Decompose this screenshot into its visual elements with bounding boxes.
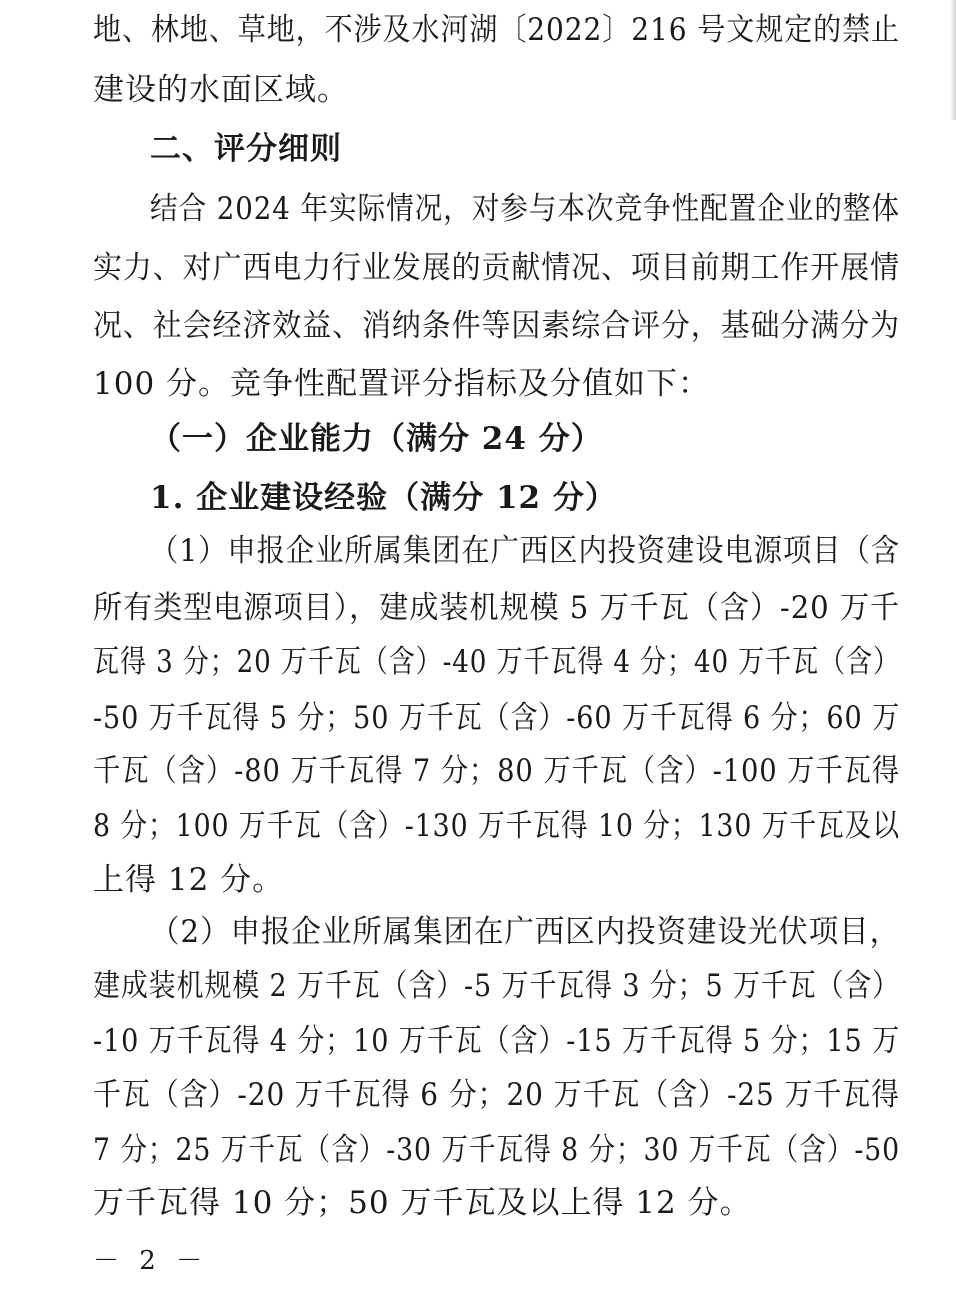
body-text-line: 实力、对广西电力行业发展的贡献情况、项目前期工作开展情 (93, 250, 900, 286)
body-text-line: （2）申报企业所属集团在广西区内投资建设光伏项目， (150, 914, 901, 950)
body-text-line: 况、社会经济效益、消纳条件等因素综合评分，基础分满分为 (93, 308, 900, 344)
body-text-line: 建设的水面区域。 (93, 72, 349, 108)
body-text-line: 千瓦（含）-80 万千瓦得 7 分；80 万千瓦（含）-100 万千瓦得 (93, 753, 901, 789)
scan-edge-shadow (950, 0, 956, 120)
body-text-line: 100 分。竞争性配置评分指标及分值如下： (93, 366, 711, 402)
body-text-line: 结合 2024 年实际情况，对参与本次竞争性配置企业的整体 (150, 191, 900, 227)
item-heading: 1. 企业建设经验（满分 12 分） (150, 480, 617, 516)
body-text-line: 地、林地、草地，不涉及水河湖〔2022〕216 号文规定的禁止 (93, 12, 901, 48)
body-text-line: 上得 12 分。 (93, 862, 285, 898)
body-text-line: 建成装机规模 2 万千瓦（含）-5 万千瓦得 3 分；5 万千瓦（含） (93, 968, 901, 1004)
body-text-line: 所有类型电源项目），建成装机规模 5 万千瓦（含）-20 万千 (93, 590, 901, 626)
section-heading: 二、评分细则 (150, 131, 342, 167)
body-text-line: 瓦得 3 分；20 万千瓦（含）-40 万千瓦得 4 分；40 万千瓦（含） (93, 644, 900, 680)
body-text-line: -10 万千瓦得 4 分；10 万千瓦（含）-15 万千瓦得 5 分；15 万 (93, 1023, 900, 1059)
body-text-line: -50 万千瓦得 5 分；50 万千瓦（含）-60 万千瓦得 6 分；60 万 (93, 700, 900, 736)
page-number: － 2 － (93, 1246, 209, 1276)
body-text-line: 8 分；100 万千瓦（含）-130 万千瓦得 10 分；130 万千瓦及以 (93, 808, 901, 844)
body-text-line: （1）申报企业所属集团在广西区内投资建设电源项目（含 (150, 533, 900, 569)
subsection-heading: （一）企业能力（满分 24 分） (150, 421, 603, 457)
body-text-line: 7 分；25 万千瓦（含）-30 万千瓦得 8 分；30 万千瓦（含）-50 (93, 1132, 900, 1168)
body-text-line: 万千瓦得 10 分；50 万千瓦及以上得 12 分。 (93, 1185, 752, 1221)
body-text-line: 千瓦（含）-20 万千瓦得 6 分；20 万千瓦（含）-25 万千瓦得 (93, 1077, 900, 1113)
